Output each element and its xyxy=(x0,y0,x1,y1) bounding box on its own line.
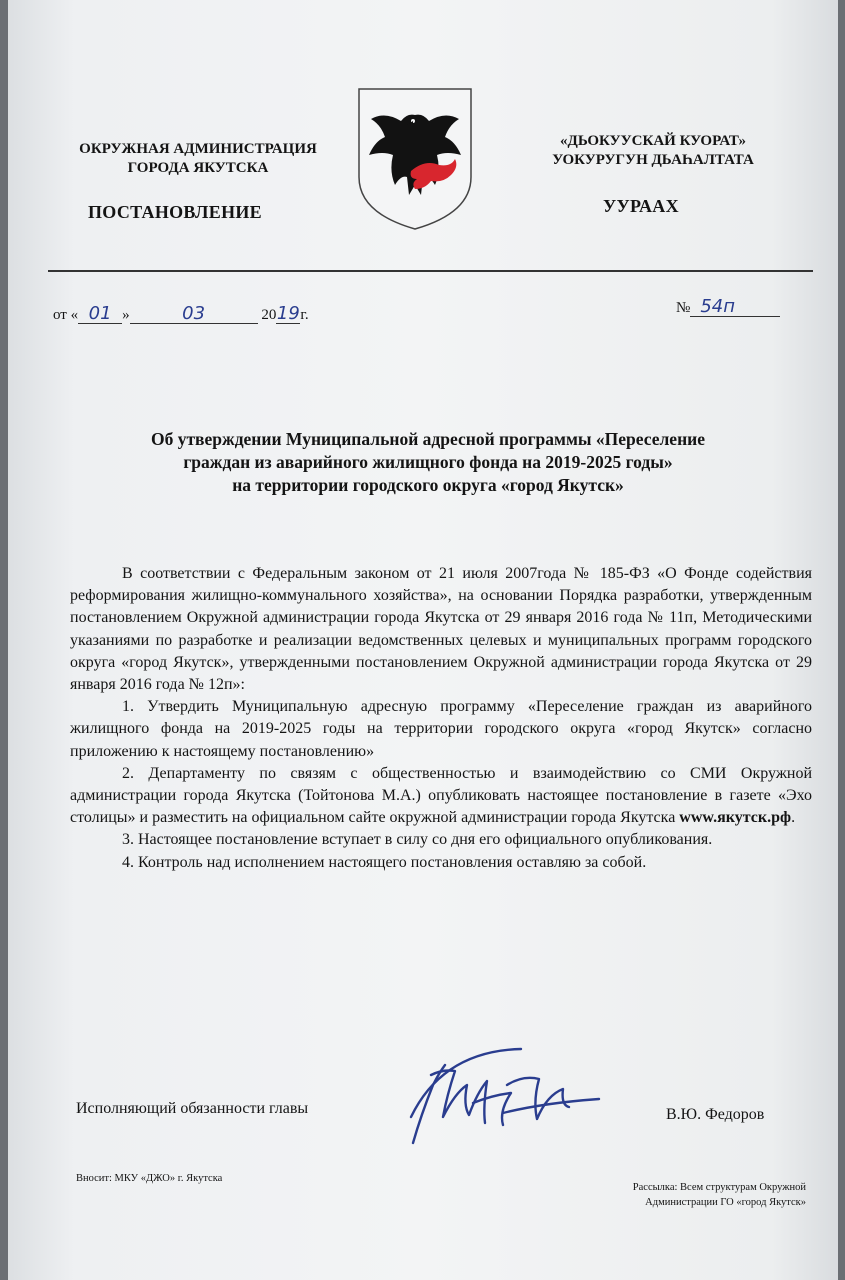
yakutsk-coat-of-arms-icon xyxy=(355,85,475,233)
header-divider xyxy=(48,270,813,272)
preamble-paragraph: В соответствии с Федеральным законом от 21 июля 2007года № 185-ФЗ «О Фонде содействия реформирования жилищно-коммунального хозяйства», на основании Порядка разработки, утвержденным постановлением Окружной администрации города Якутска от 29 января 2016 года № 11п, Методическими указаниями по разработке и реализации ведомственных целевых и муниципальных программ городского округа «город Якутск», утвержденными постановлением Окружной администрации города Якутска от 29 января 2016 года № 12п»: xyxy=(70,565,812,694)
title-line1: Об утверждении Муниципальной адресной программы «Переселение xyxy=(150,429,706,449)
clause-1: 1. Утвердить Муниципальную адресную программу «Переселение граждан из аварийного жилищного фонда на 2019-2025 годы на территории городского округа «город Якутск» согласно приложению к настоящему постановлению» xyxy=(70,698,812,760)
issuer-right-line2: УОКУРУГУН ДЬАҺАЛТАТА xyxy=(552,152,754,168)
clause-2 xyxy=(70,763,812,830)
date-year-prefix: 20 xyxy=(261,307,277,323)
date-year-suffix: 19 xyxy=(276,303,300,324)
issuer-left xyxy=(48,140,348,178)
document-kind-right: УУРААХ xyxy=(603,196,679,216)
issuer-left-line1: ОКРУЖНАЯ АДМИНИСТРАЦИЯ xyxy=(79,141,317,157)
date-day: 01 xyxy=(78,305,122,324)
document-title xyxy=(68,428,788,497)
document-number xyxy=(676,298,780,317)
handwritten-signature xyxy=(403,1045,608,1155)
distribution-line2: Администрации ГО «город Якутск» xyxy=(645,1197,806,1208)
title-line2: граждан из аварийного жилищного фонда на 2019-2025 годы» xyxy=(183,452,673,472)
submitted-by: Вносит: МКУ «ДЖО» г. Якутска xyxy=(76,1173,223,1184)
issuer-left-line2: ГОРОДА ЯКУТСКА xyxy=(127,160,269,176)
number-prefix: № xyxy=(676,300,691,316)
clause-2-end: . xyxy=(791,809,796,827)
signatory-role: Исполняющий обязанности главы xyxy=(76,1100,309,1117)
issuer-right xyxy=(518,132,788,170)
clause-3: 3. Настоящее постановление вступает в силу со дня его официального опубликования. xyxy=(122,831,713,849)
issuer-right-line1: «ДЬОКУУСКАЙ КУОРАТ» xyxy=(560,133,746,149)
distribution-list xyxy=(528,1180,806,1210)
date-prefix: от « xyxy=(53,307,79,323)
document-kind-left: ПОСТАНОВЛЕНИЕ xyxy=(88,202,262,222)
date-separator: » xyxy=(122,307,130,323)
document-body xyxy=(70,563,812,874)
signatory-name: В.Ю. Федоров xyxy=(666,1106,765,1123)
distribution-line1: Рассылка: Всем структурам Окружной xyxy=(632,1182,806,1193)
website-link[interactable]: www.якутск.рф xyxy=(679,809,792,827)
date-year-end: г. xyxy=(300,307,309,323)
document-date xyxy=(53,305,309,324)
number-value: 54п xyxy=(690,298,780,317)
title-line3: на территории городского округа «город Якутск» xyxy=(232,475,624,495)
date-month: 03 xyxy=(130,305,258,324)
clause-4: 4. Контроль над исполнением настоящего постановления оставляю за собой. xyxy=(122,853,647,871)
document-page xyxy=(8,0,838,1280)
clause-2-text: 2. Департаменту по связям с общественностью и взаимодействию со СМИ Окружной администрации города Якутска (Тойтонова М.А.) опубликовать настоящее постановление в газете «Эхо столицы» и разместить на официальном сайте окружной администрации города Якутска xyxy=(70,764,812,827)
